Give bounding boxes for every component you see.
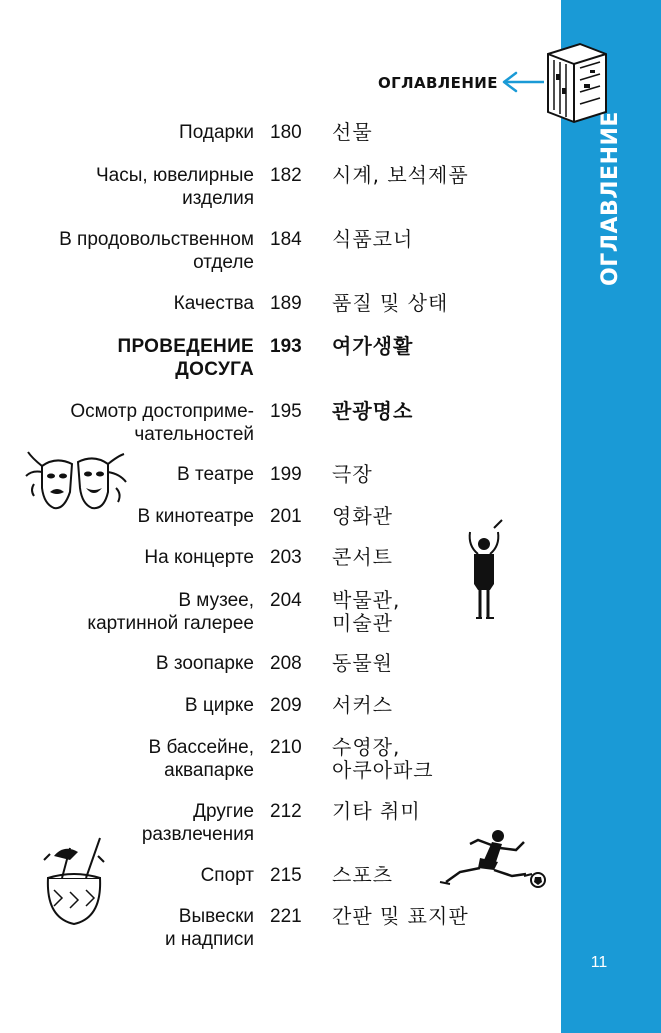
entry-page: 221 — [270, 906, 302, 927]
entry-page: 210 — [270, 737, 302, 758]
entry-page: 212 — [270, 801, 302, 822]
entry-page: 180 — [270, 122, 302, 143]
entry-title-ru: В зоопарке — [155, 653, 254, 674]
conductor-icon — [460, 518, 508, 624]
entry-title-ko: 품질 및 상태 — [332, 291, 449, 315]
entry-title-ko: 스포츠 — [332, 863, 393, 887]
books-icon — [540, 40, 610, 124]
entry-title-ru: В кинотеатре — [137, 506, 254, 527]
entry-title-ru: Вывески и надписи — [164, 906, 254, 950]
entry-page: 193 — [270, 336, 302, 357]
entry-title-ru: Осмотр достоприме- чательностей — [70, 401, 254, 445]
entry-title-ru: В театре — [177, 464, 254, 485]
entry-title-ko: 박물관, 미술관 — [332, 588, 401, 635]
entry-title-ko: 관광명소 — [332, 399, 414, 423]
entry-title-ko: 극장 — [332, 462, 373, 486]
entry-title-ko: 기타 취미 — [332, 799, 421, 823]
theatre-masks-icon — [24, 448, 128, 518]
entry-page: 204 — [270, 590, 302, 611]
entry-title-ru: В музее, картинной галерее — [87, 590, 254, 634]
entry-title-ru: На концерте — [144, 547, 254, 568]
entry-title-ko: 영화관 — [332, 504, 393, 528]
entry-title-ko: 동물원 — [332, 651, 393, 675]
entry-title-ru: В продовольственном отделе — [59, 229, 254, 273]
cocktail-icon — [40, 834, 110, 930]
entry-title-ru: В бассейне, аквапарке — [148, 737, 254, 781]
soccer-player-icon — [432, 828, 550, 892]
page-number: 11 — [590, 954, 608, 971]
entry-page: 182 — [270, 165, 302, 186]
entry-title-ru: Качества — [173, 293, 254, 314]
entry-title-ru: Подарки — [179, 122, 254, 143]
entry-title-ru: Спорт — [200, 865, 254, 886]
entry-title-ko: 여가생활 — [332, 334, 414, 358]
entry-page: 215 — [270, 865, 302, 886]
entry-title-ko: 서커스 — [332, 693, 393, 717]
entry-page: 199 — [270, 464, 302, 485]
entry-title-ko: 시계, 보석제품 — [332, 163, 469, 187]
entry-title-ru: Часы, ювелирные изделия — [96, 165, 254, 209]
entry-title-ru: Другие развлечения — [141, 801, 254, 845]
entry-page: 209 — [270, 695, 302, 716]
entry-page: 195 — [270, 401, 302, 422]
entry-page: 201 — [270, 506, 302, 527]
section-header: ОГЛАВЛЕНИЕ — [378, 74, 498, 92]
entry-title-ko: 수영장, 아쿠아파크 — [332, 735, 434, 782]
entry-title-ru: В цирке — [184, 695, 254, 716]
sidebar-title: ОГЛАВЛЕНИЕ — [598, 111, 623, 286]
entry-title-ko: 선물 — [332, 120, 373, 144]
entry-page: 203 — [270, 547, 302, 568]
entry-title-ko: 간판 및 표지판 — [332, 904, 469, 928]
entry-page: 208 — [270, 653, 302, 674]
entry-title-ru: ПРОВЕДЕНИЕ ДОСУГА — [117, 336, 254, 380]
arrow-left-icon — [500, 70, 546, 94]
entry-page: 184 — [270, 229, 302, 250]
entry-page: 189 — [270, 293, 302, 314]
entry-title-ko: 콘서트 — [332, 545, 393, 569]
entry-title-ko: 식품코너 — [332, 227, 414, 251]
